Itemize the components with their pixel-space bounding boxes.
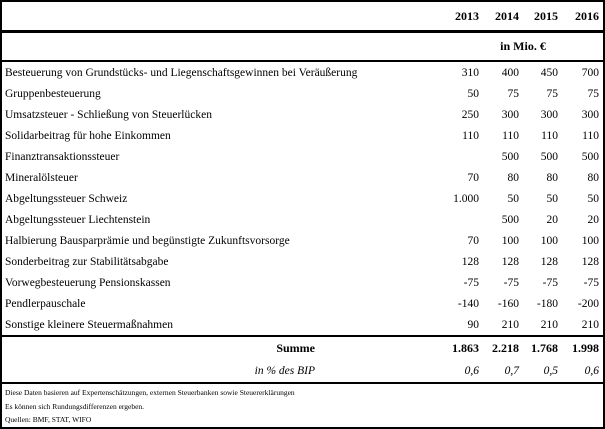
table-row [2,104,603,125]
row-value: -200 [577,297,599,310]
row-value: 128 [501,255,519,268]
row-value: 50 [467,87,479,100]
row-value: 300 [581,108,599,121]
row-value: 20 [546,213,558,226]
row-value: 110 [502,129,519,142]
row-value: 100 [581,234,599,247]
table-row [2,314,603,335]
row-label: Pendlerpauschale [5,297,86,310]
row-label: Mineralölsteuer [5,171,78,184]
year-header-2016: 2016 [575,8,599,23]
share-gdp-label: in % des BIP [254,365,315,377]
summary-value: 2.218 [492,341,519,355]
row-value: 70 [467,171,479,184]
table-row [2,125,603,146]
row-value: -75 [583,276,599,289]
summary-value: 1.998 [572,341,599,355]
table-row [2,188,603,209]
row-label: Sonderbeitrag zur Stabilitätsabgabe [5,255,169,268]
row-label: Besteuerung von Grundstücks- und Liegenschaftsgewinnen bei Veräußerung [5,66,358,79]
row-value: 210 [581,318,599,331]
table-row [2,251,603,272]
row-value: 500 [501,150,519,163]
summary-row [2,337,603,360]
row-value [443,209,483,230]
row-value: 70 [467,234,479,247]
summary-value: 1.863 [452,341,479,355]
year-header-row [2,2,603,30]
table-row [2,230,603,251]
share-gdp-value: 0,5 [543,365,558,377]
table-row [2,272,603,293]
row-value: 450 [540,66,558,79]
row-value: 110 [462,129,479,142]
summary-label: Summe [276,341,315,355]
row-value: -75 [542,276,558,289]
row-value: 1.000 [453,192,479,205]
header-empty-cell [2,2,443,30]
row-value: 210 [501,318,519,331]
table-row [2,146,603,167]
year-header-2015: 2015 [534,8,558,23]
row-value [443,146,483,167]
row-value: 50 [587,192,599,205]
row-value: 300 [540,108,558,121]
row-value: 80 [546,171,558,184]
row-value: 110 [541,129,558,142]
row-value: 500 [581,150,599,163]
row-label: Sonstige kleinere Steuermaßnahmen [5,318,173,331]
row-value: 128 [540,255,558,268]
row-label: Abgeltungssteuer Liechtenstein [5,213,151,226]
row-value: -140 [457,297,479,310]
row-label: Gruppenbesteuerung [5,87,101,100]
row-value: 210 [540,318,558,331]
share-gdp-value: 0,6 [464,365,479,377]
table-row [2,167,603,188]
row-value: 100 [540,234,558,247]
row-label: Abgeltungssteuer Schweiz [5,192,128,205]
row-label: Vorwegbesteuerung Pensionskassen [5,276,171,289]
year-header-2013: 2013 [455,8,479,23]
row-label: Solidarbeitrag für hohe Einkommen [5,129,171,142]
row-value: 100 [501,234,519,247]
row-value: 50 [507,192,519,205]
row-value: 80 [587,171,599,184]
row-value: 20 [587,213,599,226]
row-value: 80 [507,171,519,184]
row-value: 700 [581,66,599,79]
row-value: -180 [536,297,558,310]
row-value: -160 [497,297,519,310]
row-value: 75 [507,87,519,100]
row-value: 500 [501,213,519,226]
row-value: -75 [463,276,479,289]
summary-value: 1.768 [531,341,558,355]
share-gdp-value: 0,6 [584,365,599,377]
table-row [2,62,603,83]
footnote-rounding: Es können sich Rundungsdifferenzen ergeben. [5,401,145,411]
row-value: 300 [501,108,519,121]
unit-empty-cell [2,33,443,60]
row-value: 128 [461,255,479,268]
share-gdp-value: 0,7 [504,365,519,377]
unit-label: in Mio. € [500,39,546,53]
row-value: 400 [501,66,519,79]
row-label: Finanztransaktionssteuer [5,150,120,163]
row-label: Halbierung Bausparprämie und begünstigte Zukunftsvorsorge [5,234,290,247]
share-gdp-row [2,360,603,382]
row-value: 50 [546,192,558,205]
row-value: 110 [582,129,599,142]
table-row [2,293,603,314]
row-value: 500 [540,150,558,163]
row-value: 250 [461,108,479,121]
row-value: -75 [503,276,519,289]
row-label: Umsatzsteuer - Schließung von Steuerlücken [5,108,212,121]
table-row [2,209,603,230]
row-value: 75 [587,87,599,100]
unit-row [2,33,603,60]
year-header-2014: 2014 [495,8,519,23]
footnotes [2,384,603,427]
table-row [2,83,603,104]
row-value: 310 [461,66,479,79]
row-value: 75 [546,87,558,100]
footnote-sources-basis: Diese Daten basieren auf Expertenschätzungen, externen Steuerbanken sowie Steuererklärungen [5,388,295,397]
footnote-sources: Quellen: BMF, STAT, WIFO [5,415,92,424]
row-value: 128 [581,255,599,268]
row-value: 90 [467,318,479,331]
